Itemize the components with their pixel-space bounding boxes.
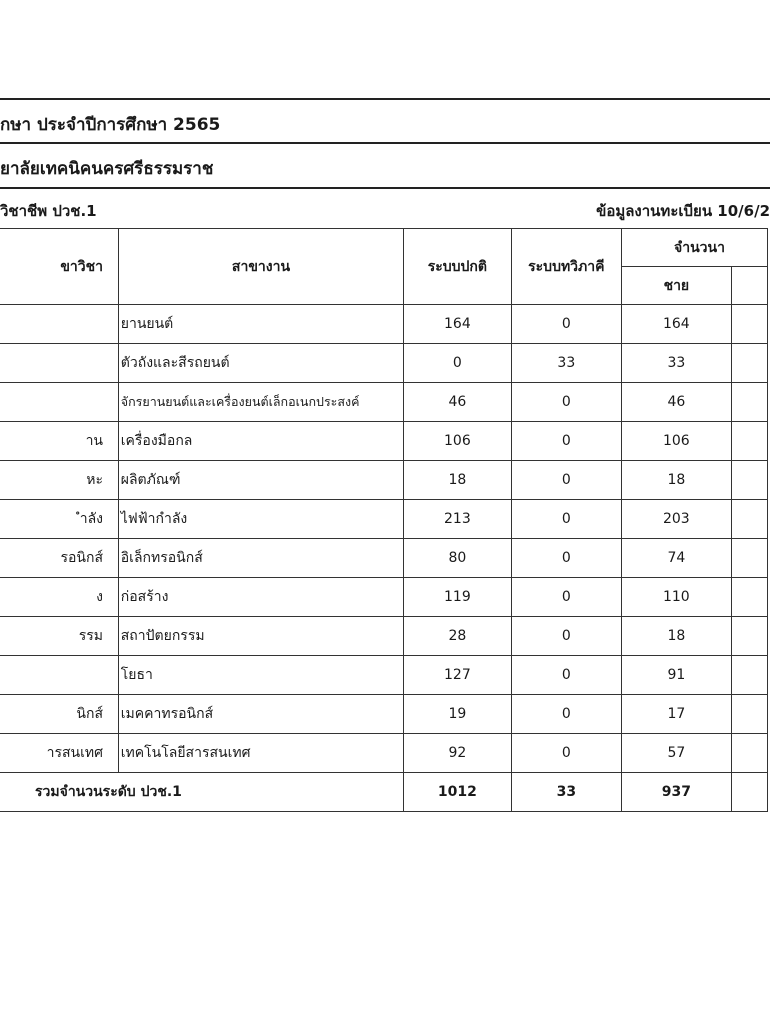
cut-cell bbox=[731, 773, 767, 812]
field-cell: โยธา bbox=[118, 656, 403, 695]
major-cell: รรม bbox=[78, 628, 103, 644]
male-cell: 74 bbox=[622, 539, 732, 578]
total-dual: 33 bbox=[511, 773, 621, 812]
table-row bbox=[0, 617, 768, 656]
field-cell: เมคคาทรอนิกส์ bbox=[118, 695, 403, 734]
male-cell: 33 bbox=[622, 344, 732, 383]
field-cell: อิเล็กทรอนิกส์ bbox=[118, 539, 403, 578]
regular-cell: 0 bbox=[404, 344, 511, 383]
major-cell: ารสนเทศ bbox=[46, 745, 103, 761]
total-label: รวมจำนวนระดับ ปวช.1 bbox=[0, 773, 404, 812]
field-cell: ตัวถังและสีรถยนต์ bbox=[118, 344, 403, 383]
major-cell bbox=[103, 667, 117, 683]
table-row bbox=[0, 656, 768, 695]
field-cell: ผลิตภัณฑ์ bbox=[118, 461, 403, 500]
regular-cell: 106 bbox=[404, 422, 511, 461]
cut-cell bbox=[731, 617, 767, 656]
table-row bbox=[0, 734, 768, 773]
major-cell: หะ bbox=[86, 472, 103, 488]
regular-cell: 19 bbox=[404, 695, 511, 734]
rule-2 bbox=[0, 142, 770, 144]
total-row bbox=[0, 773, 768, 812]
table-row bbox=[0, 539, 768, 578]
dual-cell: 0 bbox=[511, 461, 621, 500]
regular-cell: 92 bbox=[404, 734, 511, 773]
male-cell: 203 bbox=[622, 500, 732, 539]
major-cell: าน bbox=[85, 433, 103, 449]
cut-cell bbox=[731, 500, 767, 539]
rule-3 bbox=[0, 187, 770, 189]
header-count-group: จำนวนา bbox=[622, 229, 768, 267]
cut-cell bbox=[731, 344, 767, 383]
male-cell: 18 bbox=[622, 461, 732, 500]
dual-cell: 0 bbox=[511, 305, 621, 344]
cut-cell bbox=[731, 734, 767, 773]
male-cell: 91 bbox=[622, 656, 732, 695]
cut-cell bbox=[731, 695, 767, 734]
dual-cell: 0 bbox=[511, 656, 621, 695]
male-cell: 18 bbox=[622, 617, 732, 656]
major-cell: นิกส์ bbox=[76, 706, 103, 722]
header-dual: ระบบทวิภาคี bbox=[511, 229, 621, 305]
male-cell: 57 bbox=[622, 734, 732, 773]
registry-note: ข้อมูลงานทะเบียน 10/6/2 bbox=[596, 202, 770, 220]
header-regular: ระบบปกติ bbox=[404, 229, 511, 305]
male-cell: 106 bbox=[622, 422, 732, 461]
field-cell: ก่อสร้าง bbox=[118, 578, 403, 617]
regular-cell: 46 bbox=[404, 383, 511, 422]
dual-cell: 0 bbox=[511, 734, 621, 773]
cut-cell bbox=[731, 383, 767, 422]
male-cell: 164 bbox=[622, 305, 732, 344]
dual-cell: 0 bbox=[511, 695, 621, 734]
table-row bbox=[0, 500, 768, 539]
level-label: วิชาชีพ ปวช.1 bbox=[0, 202, 97, 220]
top-rule bbox=[0, 98, 770, 100]
male-cell: 110 bbox=[622, 578, 732, 617]
regular-cell: 80 bbox=[404, 539, 511, 578]
field-cell: จักรยานยนต์และเครื่องยนต์เล็กอเนกประสงค์ bbox=[118, 383, 403, 422]
dual-cell: 0 bbox=[511, 500, 621, 539]
table-row bbox=[0, 578, 768, 617]
header-male: ชาย bbox=[622, 267, 732, 305]
male-cell: 46 bbox=[622, 383, 732, 422]
major-cell: รอนิกส์ bbox=[60, 550, 103, 566]
major-cell: ง bbox=[96, 589, 103, 605]
field-cell: เครื่องมือกล bbox=[118, 422, 403, 461]
report-title: กษา ประจำปีการศึกษา 2565 bbox=[0, 115, 221, 135]
field-cell: สถาปัตยกรรม bbox=[118, 617, 403, 656]
dual-cell: 0 bbox=[511, 617, 621, 656]
table-row bbox=[0, 344, 768, 383]
field-cell: ไฟฟ้ากำลัง bbox=[118, 500, 403, 539]
header-major: ขาวิชา bbox=[0, 229, 118, 305]
regular-cell: 28 bbox=[404, 617, 511, 656]
header-field: สาขางาน bbox=[118, 229, 403, 305]
regular-cell: 127 bbox=[404, 656, 511, 695]
cut-cell bbox=[731, 461, 767, 500]
dual-cell: 33 bbox=[511, 344, 621, 383]
major-cell bbox=[103, 394, 117, 410]
total-regular: 1012 bbox=[404, 773, 511, 812]
dual-cell: 0 bbox=[511, 383, 621, 422]
major-cell bbox=[103, 316, 117, 332]
table-row bbox=[0, 305, 768, 344]
table-row bbox=[0, 422, 768, 461]
cut-cell bbox=[731, 539, 767, 578]
dual-cell: 0 bbox=[511, 539, 621, 578]
field-cell: ยานยนต์ bbox=[118, 305, 403, 344]
cut-cell bbox=[731, 422, 767, 461]
table-row bbox=[0, 695, 768, 734]
major-cell bbox=[103, 355, 117, 371]
regular-cell: 119 bbox=[404, 578, 511, 617]
regular-cell: 18 bbox=[404, 461, 511, 500]
table-row bbox=[0, 461, 768, 500]
cut-cell bbox=[731, 656, 767, 695]
enrollment-table bbox=[0, 228, 768, 812]
cut-cell bbox=[731, 305, 767, 344]
regular-cell: 213 bbox=[404, 500, 511, 539]
table-header-row bbox=[0, 229, 768, 267]
college-name: ยาลัยเทคนิคนครศรีธรรมราช bbox=[0, 159, 214, 179]
field-cell: เทคโนโลยีสารสนเทศ bbox=[118, 734, 403, 773]
total-male: 937 bbox=[622, 773, 732, 812]
table-row bbox=[0, 383, 768, 422]
regular-cell: 164 bbox=[404, 305, 511, 344]
cut-cell bbox=[731, 578, 767, 617]
dual-cell: 0 bbox=[511, 422, 621, 461]
header-female-cut bbox=[731, 267, 767, 305]
male-cell: 17 bbox=[622, 695, 732, 734]
major-cell: ำลัง bbox=[79, 511, 103, 527]
dual-cell: 0 bbox=[511, 578, 621, 617]
